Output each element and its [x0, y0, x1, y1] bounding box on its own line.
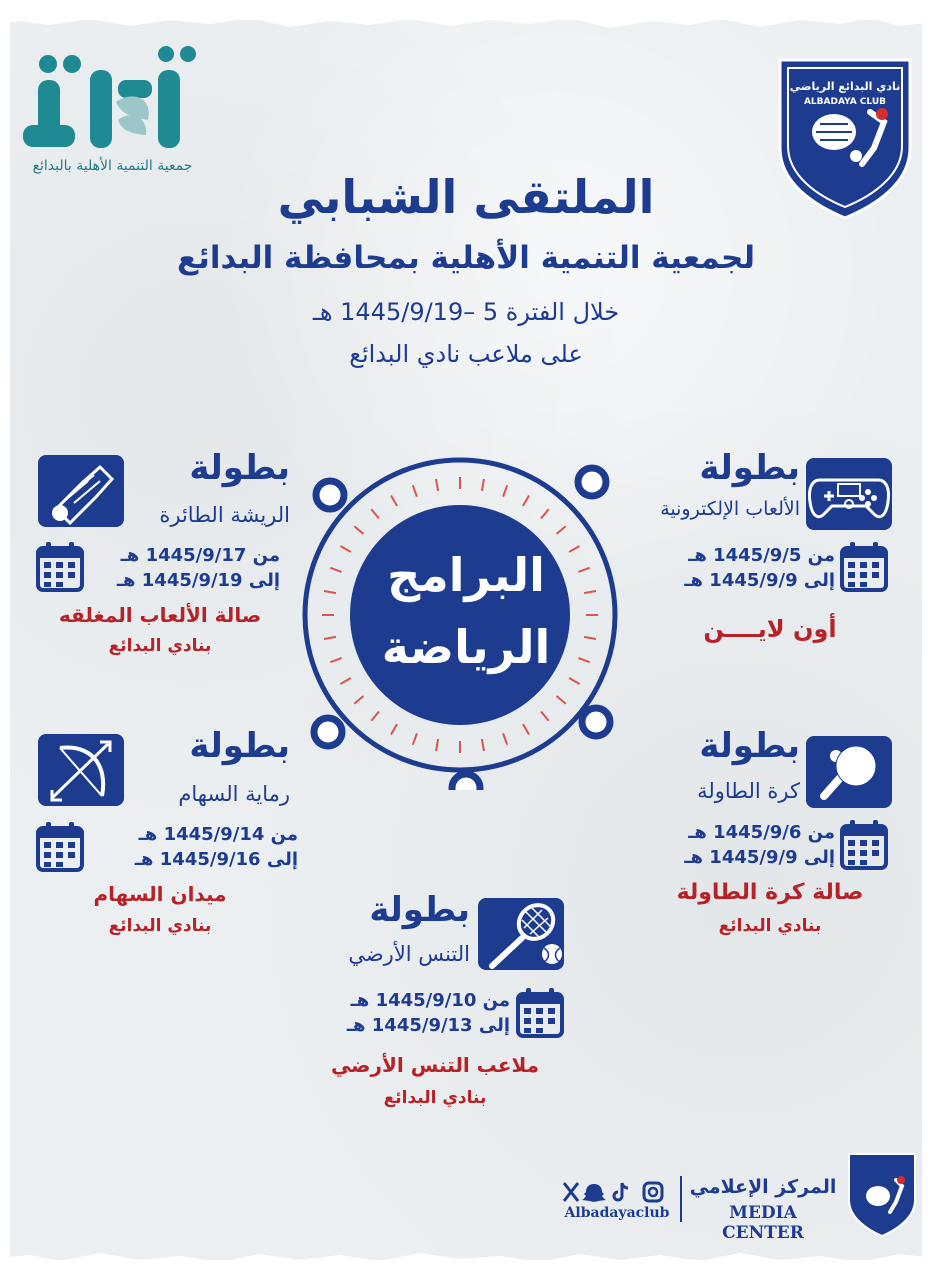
table-tennis-calendar-icon: [840, 818, 888, 870]
shuttlecock-icon: [38, 455, 124, 527]
dial-tick: [482, 479, 484, 491]
dial-node-bottom-right: [582, 708, 610, 736]
table-tennis-to: إلى 1445/9/9 هـ: [684, 847, 835, 868]
center-title-line2: الرياضة: [381, 620, 551, 674]
table-tennis-venue: صالة كرة الطاولة: [676, 880, 864, 905]
dial-tick: [391, 724, 397, 734]
esports-sport: الألعاب الإلكترونية: [660, 498, 800, 520]
badminton-sport: الريشة الطائرة: [159, 503, 290, 527]
gamepad-icon: [806, 458, 892, 530]
table-tennis-sport: كرة الطاولة: [697, 779, 800, 803]
dial-tick: [541, 712, 549, 721]
social-icons: [560, 1180, 670, 1204]
ping-pong-icon: [806, 736, 892, 808]
tennis-to: إلى 1445/9/13 هـ: [346, 1015, 510, 1036]
dial-tick: [354, 526, 363, 534]
tennis-venue: ملاعب التنس الأرضي: [330, 1053, 540, 1077]
dial-tick: [436, 479, 438, 491]
dial-tick: [523, 495, 529, 505]
page-subtitle: لجمعية التنمية الأهلية بمحافظة البدائع: [177, 240, 755, 276]
tennis-sport: التنس الأرضي: [348, 942, 470, 966]
tanmiya-caption: جمعية التنمية الأهلية بالبدائع: [32, 158, 193, 174]
archery-icon-box: [38, 734, 124, 806]
archery-from: من 1445/9/14 هـ: [138, 824, 298, 845]
dial-tick: [371, 712, 379, 721]
dial-tick: [503, 485, 507, 496]
table-tennis-venue-club: بنادي البدائع: [718, 916, 822, 936]
dial-tick: [557, 526, 566, 534]
badminton-icon-box: [38, 455, 124, 527]
dial-tick: [482, 739, 484, 751]
badminton-calendar-icon: [36, 540, 84, 592]
dial-tick: [391, 495, 397, 505]
table-tennis-from: من 1445/9/6 هـ: [688, 822, 835, 843]
esports-from: من 1445/9/5 هـ: [688, 545, 835, 566]
x-icon[interactable]: [564, 1183, 578, 1201]
tennis-calendar-icon: [516, 986, 564, 1038]
esports-to: إلى 1445/9/9 هـ: [684, 570, 835, 591]
archery-venue-club: بنادي البدائع: [108, 916, 212, 936]
dial-tick: [436, 739, 438, 751]
social-handle: Albadayaclub: [564, 1205, 670, 1221]
badminton-venue: صالة الألعاب المغلقه: [58, 603, 262, 627]
media-center-en: MEDIA CENTER: [722, 1203, 804, 1243]
dial-tick: [413, 485, 417, 496]
archery-venue: ميدان السهام: [93, 882, 227, 906]
esports-icon-box: [806, 458, 892, 530]
tennis-racket-icon: [478, 898, 572, 974]
dial-tick: [340, 678, 350, 684]
dial-tick: [503, 733, 507, 744]
table-tennis-icon-box: [806, 736, 892, 808]
badminton-title: بطولة: [189, 448, 290, 488]
media-center-ar: المركز الإعلامي: [689, 1176, 837, 1198]
dial-node-top-left: [316, 481, 344, 509]
table-tennis-title: بطولة: [699, 726, 800, 766]
event-location: على ملاعب نادي البدائع: [349, 340, 583, 368]
archery-title: بطولة: [189, 726, 290, 766]
dial-tick: [371, 509, 379, 518]
badminton-to: إلى 1445/9/19 هـ: [116, 570, 280, 591]
archery-to: إلى 1445/9/16 هـ: [134, 849, 298, 870]
center-dial: [300, 440, 620, 790]
archery-sport: رماية السهام: [178, 782, 290, 806]
dial-node-top-right: [578, 468, 606, 496]
esports-calendar-icon: [840, 540, 888, 592]
archery-calendar-icon: [36, 820, 84, 872]
tennis-from: من 1445/9/10 هـ: [350, 990, 510, 1011]
torn-edge-top: [0, 0, 932, 32]
esports-title: بطولة: [699, 448, 800, 488]
dial-tick: [569, 678, 579, 684]
dial-tick: [557, 696, 566, 704]
bow-arrow-icon: [38, 734, 124, 806]
dial-tick: [354, 696, 363, 704]
badminton-venue-club: بنادي البدائع: [108, 636, 212, 656]
footer-club-crest: [846, 1150, 918, 1238]
snapchat-icon[interactable]: [582, 1184, 606, 1202]
tiktok-icon[interactable]: [614, 1183, 628, 1200]
tennis-icon-box: [478, 898, 564, 970]
badminton-from: من 1445/9/17 هـ: [120, 545, 280, 566]
crest-en-text: ALBADAYA CLUB: [803, 97, 887, 107]
dial-tick: [541, 509, 549, 518]
crest-ar-text: نادي البدائع الرياضي: [789, 80, 901, 93]
page-title: الملتقى الشبابي: [277, 170, 655, 224]
torn-edge-bottom: [0, 1248, 932, 1280]
tennis-venue-club: بنادي البدائع: [383, 1088, 487, 1108]
dial-node-bottom: [452, 774, 480, 790]
crest-years: 1385 - 1965: [817, 185, 873, 195]
dial-node-bottom-left: [314, 718, 342, 746]
dial-tick: [413, 733, 417, 744]
tennis-title: بطولة: [369, 890, 470, 930]
instagram-icon[interactable]: [644, 1183, 662, 1201]
esports-venue: أون لايــــن: [703, 615, 837, 643]
dial-tick: [523, 724, 529, 734]
center-title-line1: البرامج: [387, 548, 545, 602]
event-period: خلال الفترة 5 –1445/9/19 هـ: [312, 298, 620, 326]
